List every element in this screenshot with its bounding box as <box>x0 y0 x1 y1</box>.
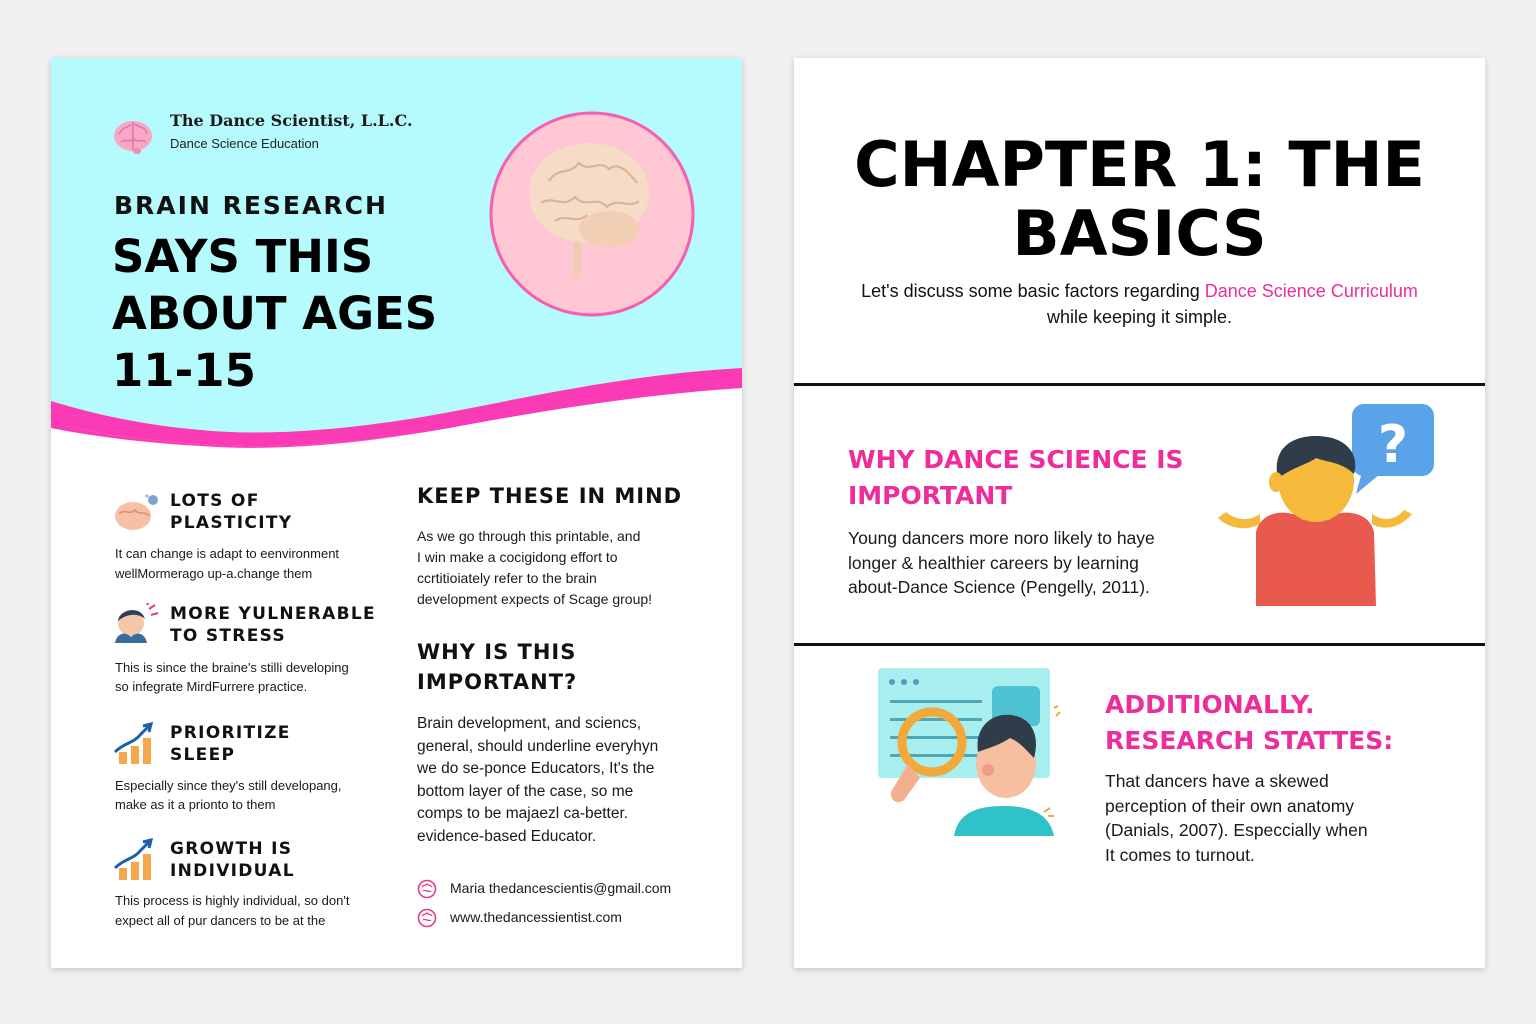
section-text: perception of their own anatomy <box>1105 796 1355 816</box>
feature-title: LOTS OF <box>170 491 260 511</box>
brain-plasticity-icon <box>111 490 161 536</box>
feature-title: SLEEP <box>170 745 236 765</box>
growth-chart-icon <box>111 838 161 884</box>
feature-text: This process is highly individual, so don't <box>115 893 350 908</box>
why-important-line: Brain development, and sciencs, <box>417 715 642 732</box>
email-text: Maria thedancescientis@gmail.com <box>450 880 672 896</box>
subtitle-text: Let's discuss some basic factors regarding <box>861 281 1205 301</box>
research-magnifier-icon <box>874 666 1074 844</box>
chapter-subtitle <box>794 278 1485 330</box>
section-text: It comes to turnout. <box>1105 845 1255 865</box>
brain-research-page <box>51 58 742 968</box>
section-heading: ADDITIONALLY. <box>1105 690 1315 719</box>
chapter-title <box>794 130 1485 268</box>
section-text: Young dancers more noro likely to haye <box>848 528 1155 548</box>
feature-text: make as it a prionto to them <box>115 797 276 812</box>
chapter-title-line: CHAPTER 1: THE <box>854 128 1425 201</box>
why-important-heading: WHY IS THIS <box>417 640 577 664</box>
feature-text: wellMormerago up-a.change them <box>115 566 313 581</box>
section-text: (Danials, 2007). Especcially when <box>1105 820 1368 840</box>
chapter-title-line: BASICS <box>1012 197 1267 270</box>
subtitle-accent: Dance Science Curriculum <box>1204 281 1418 301</box>
section-divider <box>794 643 1485 646</box>
section-divider <box>794 383 1485 386</box>
feature-title: PLASTICITY <box>170 513 293 533</box>
section-heading: IMPORTANT <box>848 481 1013 510</box>
company-tagline: Dance Science Education <box>170 136 319 151</box>
section-heading: WHY DANCE SCIENCE IS <box>848 445 1184 474</box>
headline-small: BRAIN RESEARCH <box>114 191 388 220</box>
headline-big: SAYS THIS ABOUT AGES 11-15 <box>112 230 438 397</box>
feature-title: INDIVIDUAL <box>170 861 295 881</box>
email-icon <box>417 879 437 899</box>
why-important-line: general, should underline everyhyn <box>417 738 659 755</box>
why-important-heading: IMPORTANT? <box>417 670 578 694</box>
brain-photo-icon <box>489 111 695 317</box>
subtitle-text: while keeping it simple. <box>1046 307 1233 327</box>
keep-in-mind-line: development expects of Scage group! <box>417 591 653 607</box>
confused-person-question-icon <box>1216 402 1438 607</box>
brain-logo-icon <box>111 114 155 158</box>
why-important-line: evidence-based Educator. <box>417 828 597 845</box>
globe-icon <box>417 908 437 928</box>
growth-chart-icon <box>111 722 161 768</box>
keep-in-mind-line: I win make a cocigidong effort to <box>417 549 618 565</box>
keep-in-mind-line: ccrtitioiately refer to the brain <box>417 570 597 586</box>
feature-text: This is since the braine's stilli developing <box>115 660 349 675</box>
feature-title: TO STRESS <box>170 626 286 646</box>
feature-text: It can change is adapt to eenvironment <box>115 546 340 561</box>
why-important-line: bottom layer of the case, so me <box>417 783 634 800</box>
chapter-page <box>794 58 1485 968</box>
section-text: longer & healthier careers by learning <box>848 553 1139 573</box>
why-important-line: we do se-ponce Educators, It's the <box>417 760 655 777</box>
feature-title: GROWTH IS <box>170 839 293 859</box>
section-heading: RESEARCH STATTES: <box>1105 726 1394 755</box>
section-text: about-Dance Science (Pengelly, 2011). <box>848 577 1150 597</box>
website-text: www.thedancessientist.com <box>450 909 622 925</box>
keep-in-mind-line: As we go through this printable, and <box>417 528 641 544</box>
company-name: The Dance Scientist, L.L.C. <box>170 111 413 130</box>
feature-text: so infegrate MirdFurrere practice. <box>115 679 308 694</box>
svg-text:?: ? <box>1377 415 1409 475</box>
feature-title: PRIORITIZE <box>170 723 291 743</box>
feature-text: Especially since they's still developang, <box>115 778 342 793</box>
keep-in-mind-heading: KEEP THESE IN MIND <box>417 484 683 508</box>
section-text: That dancers have a skewed <box>1105 771 1329 791</box>
why-important-line: comps to be majaezl ca-better. <box>417 805 629 822</box>
stressed-person-icon <box>111 603 161 649</box>
feature-title: MORE YULNERABLE <box>170 604 376 624</box>
feature-text: expect all of pur dancers to be at the <box>115 913 326 928</box>
